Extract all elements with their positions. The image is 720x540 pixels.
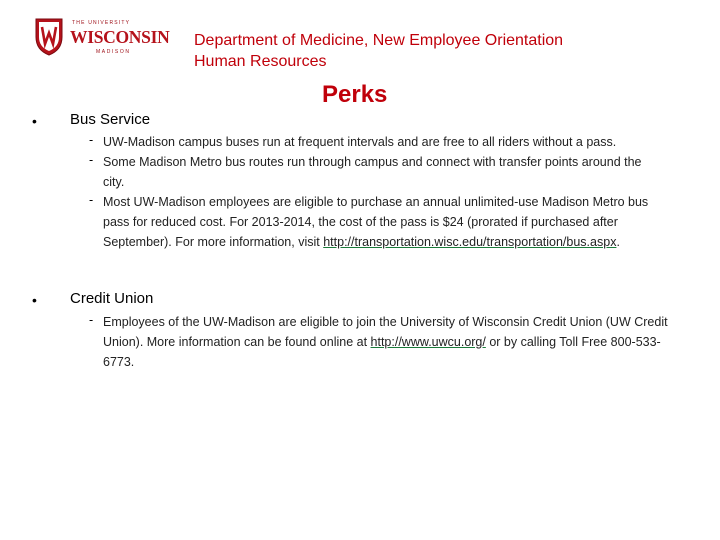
dash-icon: -	[89, 313, 94, 327]
section-title-bus-service: Bus Service	[70, 111, 151, 128]
slide-title: Perks	[322, 81, 388, 108]
crest-icon	[34, 16, 64, 56]
bus-item-1	[103, 132, 703, 152]
bus-item-2	[103, 152, 663, 192]
credit-union-item-1	[103, 312, 673, 372]
slide-header	[194, 30, 563, 72]
dash-icon: -	[89, 193, 94, 207]
bus-item-3	[103, 192, 663, 252]
uwcu-link[interactable]: http://www.uwcu.org/	[370, 335, 486, 349]
uw-madison-logo	[34, 16, 170, 62]
header-line-1: Department of Medicine, New Employee Orientation	[194, 32, 564, 49]
bus-item-1-text: UW-Madison campus buses run at frequent intervals and are free to all riders without a pass.	[103, 135, 617, 149]
credit-union-item-1-after: or by calling Toll Free 800-533-6773.	[103, 335, 661, 369]
bus-item-3-text: Most UW-Madison employees are eligible to purchase an annual unlimited-use Madison Metro bus pass for reduced cost. For 2013-2014, the cost of the pass is $24 (prorated if purchased after September). For more information, visit	[103, 195, 649, 249]
logo-wordmark: WISCONSIN	[70, 27, 170, 47]
header-line-2: Human Resources	[194, 53, 327, 70]
dash-icon: -	[89, 153, 94, 167]
bullet-icon: •	[32, 292, 37, 308]
section-title-credit-union: Credit Union	[70, 290, 154, 307]
logo-small-text: THE UNIVERSITY	[72, 20, 131, 26]
bullet-icon: •	[32, 113, 37, 129]
bus-info-link[interactable]: http://transportation.wisc.edu/transportation/bus.aspx	[323, 235, 617, 249]
dash-icon: -	[89, 133, 94, 147]
logo-sub-text: MADISON	[96, 49, 131, 55]
credit-union-item-1-text: Employees of the UW-Madison are eligible to join the University of Wisconsin Credit Union (UW Credit Union). More information can be found online at	[103, 315, 668, 349]
bus-item-2-text: Some Madison Metro bus routes run through campus and connect with transfer points around the city.	[103, 155, 642, 189]
bus-item-3-after: .	[616, 235, 620, 249]
